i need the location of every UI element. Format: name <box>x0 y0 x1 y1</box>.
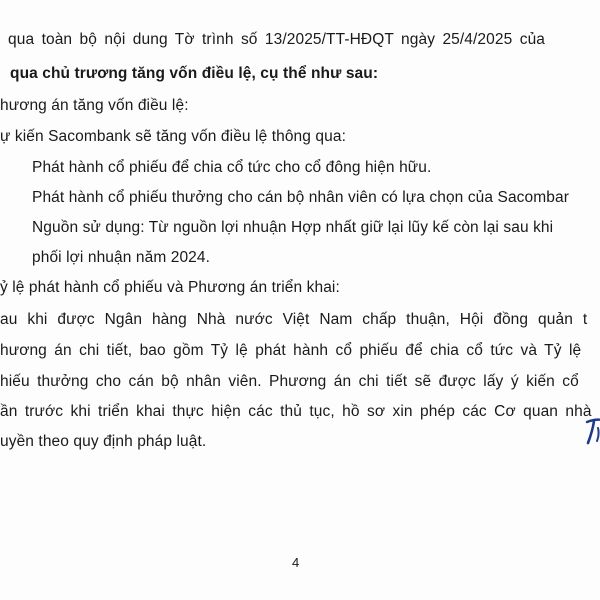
text-line-11: hương án chi tiết, bao gồm Tỷ lệ phát hành cổ phiếu để chia cổ tức và Tỷ lệ <box>0 342 582 359</box>
text-line-8: phối lợi nhuận năm 2024. <box>32 249 211 266</box>
text-line-7: Nguồn sử dụng: Từ nguồn lợi nhuận Hợp nhất giữ lại lũy kế còn lại sau khi <box>32 219 554 236</box>
text-line-3: hương án tăng vốn điều lệ: <box>0 97 189 114</box>
signature-mark-icon <box>584 416 600 446</box>
text-line-1: qua toàn bộ nội dung Tờ trình số 13/2025/TT-HĐQT ngày 25/4/2025 của <box>8 31 546 48</box>
text-line-10: au khi được Ngân hàng Nhà nước Việt Nam chấp thuận, Hội đồng quản t <box>0 311 588 328</box>
text-line-13: ần trước khi triển khai thực hiện các thủ tục, hồ sơ xin phép các Cơ quan nhà <box>0 403 592 420</box>
text-line-14: uyền theo quy định pháp luật. <box>0 433 207 450</box>
text-line-12: hiếu thưởng cho cán bộ nhân viên. Phương án chi tiết sẽ được lấy ý kiến cổ <box>0 373 579 390</box>
text-line-5: Phát hành cổ phiếu để chia cổ tức cho cổ đông hiện hữu. <box>32 159 432 176</box>
text-line-4: ự kiến Sacombank sẽ tăng vốn điều lệ thông qua: <box>0 128 346 145</box>
text-line-2: qua chủ trương tăng vốn điều lệ, cụ thể như sau: <box>10 65 379 82</box>
text-line-6: Phát hành cổ phiếu thưởng cho cán bộ nhân viên có lựa chọn của Sacombar <box>32 189 569 206</box>
page-number: 4 <box>292 555 300 570</box>
text-line-9: ỷ lệ phát hành cổ phiếu và Phương án triển khai: <box>0 279 340 296</box>
